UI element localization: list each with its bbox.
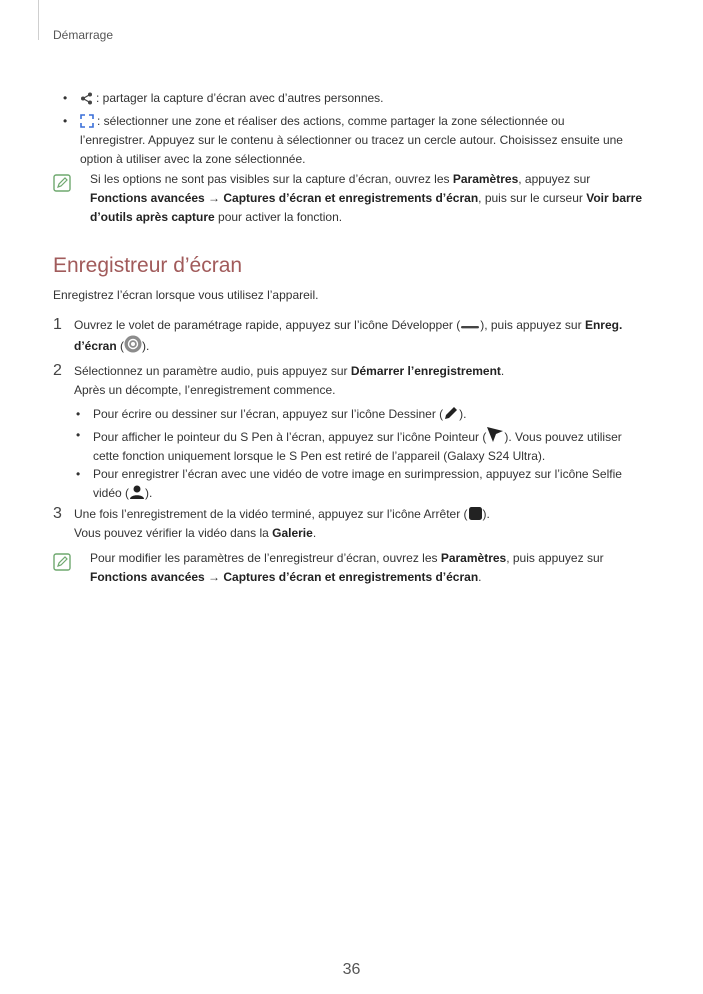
step-bold-enreg: Enreg. [584,318,623,332]
sub-text: ). Vous pouvez utiliser [504,430,622,444]
step-number: 3 [53,505,62,522]
sub-bullet-draw [76,405,643,424]
sub-text: Pour enregistrer l’écran avec une vidéo de votre image en surimpression, appuyez sur l’icône Selfie [93,467,622,481]
bullet-select-line3: option à utiliser avec la zone sélectionnée. [80,152,306,166]
stop-icon [468,506,483,521]
sub-text: ). [459,407,467,421]
bullet-select [63,112,640,169]
note-bold-toolbar: Voir barre [586,191,643,205]
bullet-dot: • [63,114,68,128]
selfie-video-icon [129,484,145,500]
note-bold-advanced: Fonctions avancées [90,570,205,584]
expand-icon [460,322,480,332]
bullet-select-line2: l’enregistrer. Appuyez sur le contenu à sélectionner ou tracez un cercle autour. Choisissez ensuite une [80,133,623,147]
share-icon [80,92,93,105]
section-title: Enregistreur d’écran [53,254,243,277]
note-bold-settings: Paramètres [452,172,519,186]
bullet-dot: • [76,428,81,442]
note-bold-toolbar-cont: d’outils après capture [90,210,215,224]
step-text: Vous pouvez vérifier la vidéo dans la [74,526,273,540]
note-capture-options [90,170,645,227]
note-text: , appuyez sur [518,172,591,186]
step-text: . [500,364,505,378]
step-1 [74,316,644,356]
step-number: 1 [53,316,62,333]
sub-text: cette fonction uniquement lorsque le S Pen est retiré de l’appareil (Galaxy S24 Ultra). [93,449,546,463]
margin-rule [38,0,39,40]
bullet-share [63,89,640,108]
note-bold-settings: Paramètres [440,551,507,565]
note-text: pour activer la fonction. [214,210,343,224]
draw-icon [443,405,459,421]
note-arrow: → [204,570,224,584]
step-bold-ecran: d’écran [74,339,117,353]
note-bold-captures: Captures d’écran et enregistrements d’écran [223,191,479,205]
step-text: Après un décompte, l’enregistrement commence. [74,383,336,397]
note-text: Pour modifier les paramètres de l’enregistreur d’écran, ouvrez les [90,551,441,565]
sub-text: Pour écrire ou dessiner sur l’écran, appuyez sur l’icône Dessiner ( [93,407,444,421]
pointer-icon [486,426,504,444]
note-text: . [478,570,482,584]
step-text: ). [142,339,150,353]
note-icon [53,174,71,192]
sub-bullet-pointer [76,426,643,466]
bullet-dot: • [76,407,81,421]
step-bold-start: Démarrer l’enregistrement [350,364,501,378]
sub-bullet-selfie [76,465,643,503]
select-area-icon [80,114,94,128]
step-bold-gallery: Galerie [272,526,313,540]
sub-text: vidéo ( [93,486,130,500]
note-arrow: → [204,191,224,205]
step-text: ( [116,339,125,353]
step-3 [74,505,644,543]
step-text: ), puis appuyez sur [480,318,585,332]
section-intro: Enregistrez l’écran lorsque vous utilisez l’appareil. [53,288,319,302]
note-bold-captures: Captures d’écran et enregistrements d’écran [223,570,479,584]
step-text: Une fois l’enregistrement de la vidéo terminé, appuyez sur l’icône Arrêter ( [74,507,468,521]
page-number: 36 [342,961,361,978]
step-text: Sélectionnez un paramètre audio, puis appuyez sur [74,364,351,378]
note-bold-advanced: Fonctions avancées [90,191,205,205]
note-icon [53,553,71,571]
sub-text: ). [145,486,153,500]
bullet-dot: • [76,467,81,481]
step-text: . [312,526,317,540]
step-text: Ouvrez le volet de paramétrage rapide, appuyez sur l’icône Développer ( [74,318,461,332]
note-text: , puis appuyez sur [506,551,604,565]
note-text: Si les options ne sont pas visibles sur la capture d’écran, ouvrez les [90,172,453,186]
sub-text: Pour afficher le pointeur du S Pen à l’écran, appuyez sur l’icône Pointeur ( [93,430,487,444]
step-text: ). [482,507,490,521]
bullet-dot: • [63,91,68,105]
step-number: 2 [53,362,62,379]
bullet-share-text: : partager la capture d’écran avec d’autres personnes. [96,91,384,105]
step-2 [74,362,644,400]
bullet-select-line1: : sélectionner une zone et réaliser des actions, comme partager la zone sélectionnée ou [97,114,565,128]
note-recorder-settings [90,549,645,587]
note-text: , puis sur le curseur [478,191,587,205]
screen-recorder-icon [124,335,142,353]
section-header: Démarrage [53,28,114,42]
